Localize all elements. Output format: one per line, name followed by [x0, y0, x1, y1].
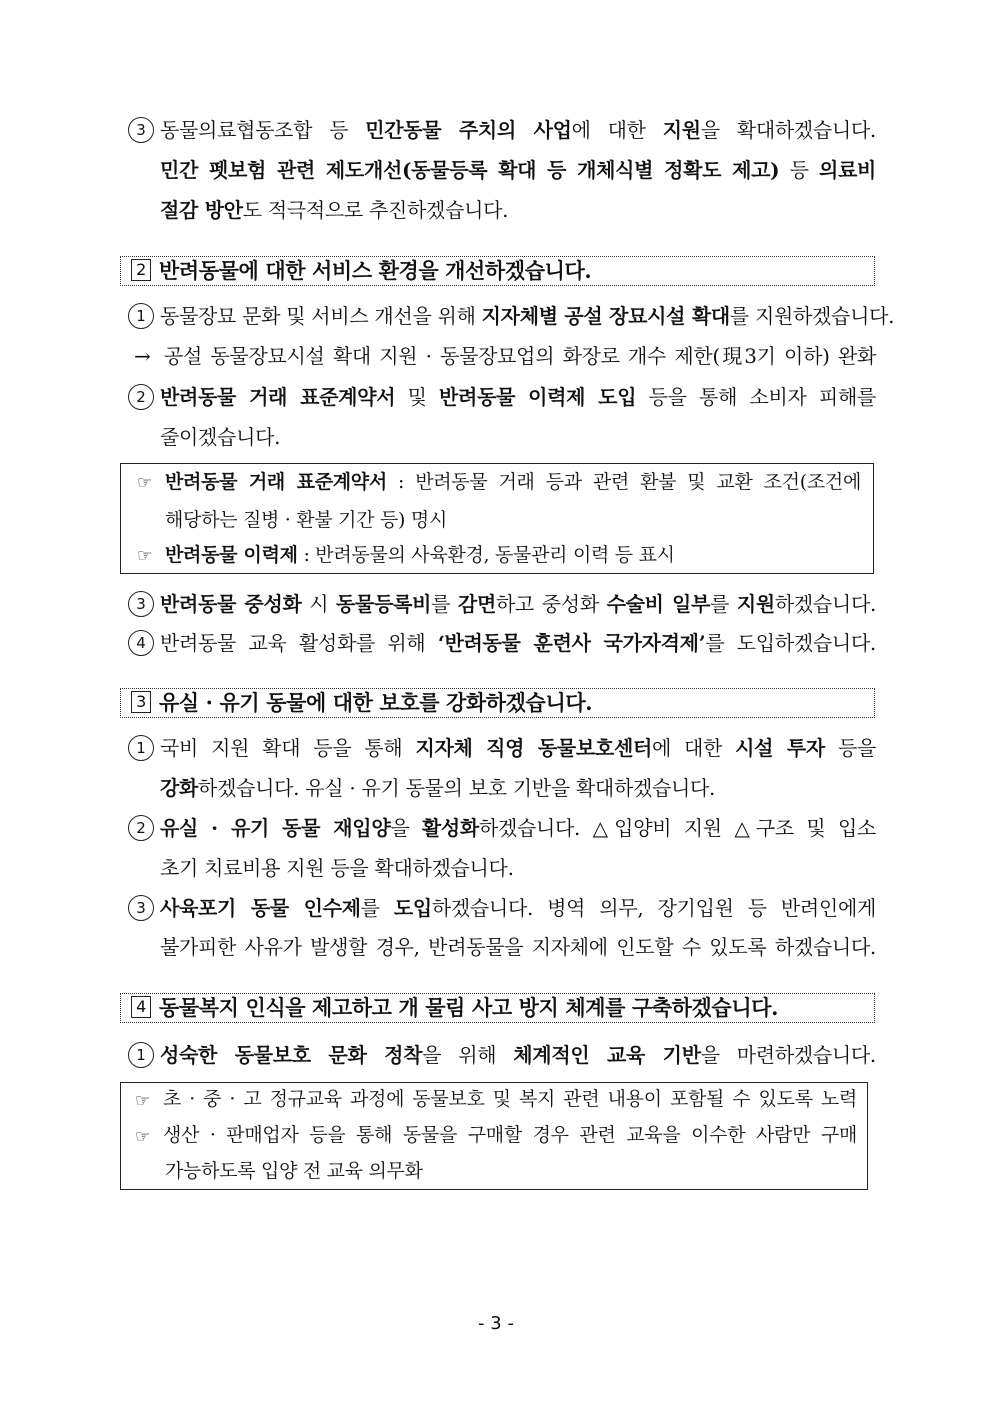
text-run: 반려동물 이력제 [165, 544, 298, 566]
text-run: 사육포기 동물 인수제 [160, 896, 361, 920]
paragraph-line [160, 893, 876, 923]
text-run: 에 대한 [571, 118, 663, 142]
note-line: 가능하도록 입양 전 교육 의무화 [165, 1160, 423, 1182]
text-run: 동물의료협동조합 등 [160, 118, 366, 142]
text-run: 지자체별 공설 장묘시설 확대 [481, 304, 730, 328]
text-run: 를 도입하겠습니다. [705, 631, 876, 655]
note-line: 해당하는 질병 · 환불 기간 등) 명시 [165, 509, 447, 531]
text-run: 수술비 일부 [606, 592, 711, 616]
item-number-circle: 1 [128, 735, 154, 761]
note-line: 생산 · 판매업자 등을 통해 동물을 구매할 경우 관련 교육을 이수한 사람만 구매 [163, 1124, 857, 1146]
paragraph-line [160, 155, 876, 185]
pointing-hand-icon: ☞ [137, 473, 152, 493]
text-run: : 반려동물의 사육환경, 동물관리 이력 등 표시 [297, 544, 675, 566]
item-number-circle: 1 [128, 303, 154, 329]
page-number: - 3 - [478, 1313, 514, 1334]
paragraph-line [160, 589, 876, 619]
text-run: 등을 [824, 736, 876, 760]
item-number-circle: 3 [128, 117, 154, 143]
paragraph-line [160, 813, 876, 843]
paragraph-line [160, 1040, 876, 1070]
text-run: 를 [360, 896, 394, 920]
section-number-box: 2 [131, 259, 151, 281]
section-heading [120, 993, 875, 1023]
text-run: 활성화 [421, 816, 479, 840]
note-box [120, 463, 874, 574]
text-run: 지자체 직영 동물보호센터 [415, 736, 652, 760]
text-run: 하겠습니다. [774, 592, 877, 616]
paragraph-line [160, 382, 876, 412]
section-title: 동물복지 인식을 제고하고 개 물림 사고 방지 체계를 구축하겠습니다. [159, 995, 779, 1020]
text-run: 을 마련하겠습니다. [700, 1043, 876, 1067]
text-run: 의료비 [818, 158, 877, 182]
item-number-circle: 3 [128, 591, 154, 617]
paragraph-line: 초기 치료비용 지원 등을 확대하겠습니다. [160, 856, 514, 880]
paragraph-line [160, 115, 876, 145]
section-heading [120, 256, 875, 286]
section-heading [120, 688, 875, 718]
text-run: 민간 펫보험 관련 제도개선(동물등록 확대 등 개체식별 정확도 제고) [160, 158, 780, 182]
text-run: 를 [710, 592, 737, 616]
text-run: 및 [395, 385, 440, 409]
text-run: 시설 투자 [735, 736, 825, 760]
text-run: 도 적극적으로 추진하겠습니다. [242, 198, 509, 222]
paragraph-line [160, 773, 876, 803]
note-line [165, 541, 675, 569]
section-number-box: 3 [131, 691, 151, 713]
text-run: 강화 [160, 776, 199, 800]
text-run: 을 위해 [422, 1043, 514, 1067]
text-run: 반려동물 거래 표준계약서 [160, 385, 396, 409]
text-run: 하고 중성화 [495, 592, 607, 616]
text-run: 등을 통해 소비자 피해를 [636, 385, 876, 409]
paragraph-line: 줄이겠습니다. [160, 425, 281, 449]
item-number-circle: 2 [128, 815, 154, 841]
text-run: ‘반려동물 훈련사 국가자격제’ [437, 631, 706, 655]
item-number-circle: 2 [128, 384, 154, 410]
text-run: 동물등록비 [336, 592, 432, 616]
pointing-hand-icon: ☞ [135, 1091, 150, 1111]
section-title: 반려동물에 대한 서비스 환경을 개선하겠습니다. [159, 258, 592, 283]
item-number-circle: 4 [128, 630, 154, 656]
text-run: 유실 · 유기 동물 재입양 [160, 816, 391, 840]
section-number-box: 4 [131, 996, 151, 1018]
text-run: 을 확대하겠습니다. [700, 118, 876, 142]
text-run: 국비 지원 확대 등을 통해 [160, 736, 416, 760]
text-run: 반려동물 이력제 도입 [439, 385, 637, 409]
arrow-icon: → [134, 344, 151, 368]
text-run: 를 [431, 592, 458, 616]
text-run: 를 지원하겠습니다. [729, 304, 895, 328]
text-run: 반려동물 거래 표준계약서 [165, 471, 387, 493]
paragraph-line [160, 301, 895, 331]
text-run: 지원 [736, 592, 775, 616]
text-run: 동물장묘 문화 및 서비스 개선을 위해 [160, 304, 482, 328]
text-run: 감면 [457, 592, 496, 616]
paragraph-line: 불가피한 사유가 발생할 경우, 반려동물을 지자체에 인도할 수 있도록 하겠습니다. [160, 935, 876, 959]
pointing-hand-icon: ☞ [137, 546, 152, 566]
text-run: 성숙한 동물보호 문화 정착 [160, 1043, 423, 1067]
paragraph-line [160, 628, 876, 658]
text-run: 반려동물 교육 활성화를 위해 [160, 631, 438, 655]
item-number-circle: 1 [128, 1042, 154, 1068]
text-run: 에 대한 [651, 736, 736, 760]
text-run: 하겠습니다. 유실 · 유기 동물의 보호 기반을 확대하겠습니다. [198, 776, 716, 800]
text-run: 등 [779, 158, 819, 182]
paragraph-line [160, 733, 876, 763]
text-run: 절감 방안 [160, 198, 243, 222]
item-number-circle: 3 [128, 895, 154, 921]
text-run: 하겠습니다. △입양비 지원 △구조 및 입소 [478, 816, 876, 840]
paragraph-line: 공설 동물장묘시설 확대 지원 · 동물장묘업의 화장로 개수 제한(現3기 이하) 완화 [164, 344, 876, 368]
text-run: 민간동물 주치의 사업 [365, 118, 572, 142]
paragraph-line [160, 195, 876, 225]
note-line [165, 468, 861, 496]
text-run: : 반려동물 거래 등과 관련 환불 및 교환 조건(조건에 [386, 471, 861, 493]
text-run: 체계적인 교육 기반 [513, 1043, 701, 1067]
text-run: 지원 [662, 118, 701, 142]
note-line: 초 · 중 · 고 정규교육 과정에 동물보호 및 복지 관련 내용이 포함될 수 있도록 노력 [163, 1088, 857, 1110]
text-run: 반려동물 중성화 [160, 592, 302, 616]
pointing-hand-icon: ☞ [135, 1127, 150, 1147]
section-title: 유실 · 유기 동물에 대한 보호를 강화하겠습니다. [159, 690, 593, 715]
text-run: 시 [301, 592, 337, 616]
note-box [120, 1082, 868, 1190]
text-run: 을 [390, 816, 422, 840]
text-run: 도입 [393, 896, 432, 920]
text-run: 하겠습니다. 병역 의무, 장기입원 등 반려인에게 [431, 896, 876, 920]
